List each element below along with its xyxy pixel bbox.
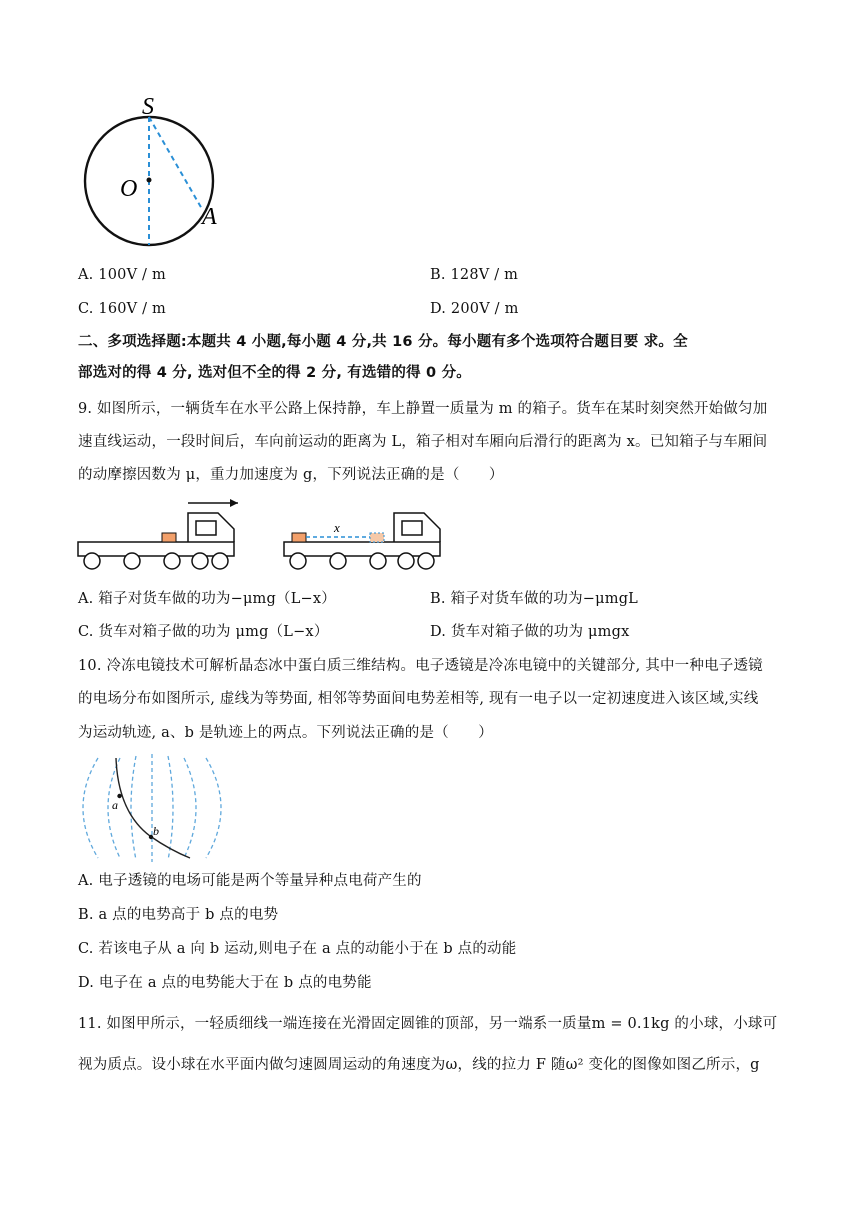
q10-option-d: D. 电子在 a 点的电势能大于在 b 点的电势能 xyxy=(78,975,372,991)
q10-option-a: A. 电子透镜的电场可能是两个等量异种点电荷产生的 xyxy=(78,873,422,889)
truck-right xyxy=(284,513,440,569)
q9-option-b: B. 箱子对货车做的功为−μmgL xyxy=(430,591,639,607)
q10-text-line3: 为运动轨迹, a、b 是轨迹上的两点。下列说法正确的是（ ） xyxy=(78,725,493,741)
truck-figure xyxy=(70,495,490,575)
label-s: S xyxy=(142,94,154,120)
truck-left xyxy=(78,499,238,569)
q8-option-d: D. 200V / m xyxy=(430,301,519,317)
q8-option-c: C. 160V / m xyxy=(78,301,166,317)
q9-text-line3: 的动摩擦因数为 μ，重力加速度为 g，下列说法正确的是（ ） xyxy=(78,467,504,483)
q10-text-line2: 的电场分布如图所示, 虚线为等势面, 相邻等势面间电势差相等, 现有一电子以一定初速度进入该区域,实线 xyxy=(78,691,759,707)
q10-option-c: C. 若该电子从 a 向 b 运动,则电子在 a 点的动能小于在 b 点的动能 xyxy=(78,941,517,957)
q8-option-b: B. 128V / m xyxy=(430,267,519,283)
q9-text-line1: 9. 如图所示，一辆货车在水平公路上保持静，车上静置一质量为 m 的箱子。货车在某时刻突然开始做匀加 xyxy=(78,401,768,417)
label-b-point: b xyxy=(153,824,159,838)
label-a-point: a xyxy=(112,798,118,812)
circle-figure xyxy=(78,92,228,252)
section2-heading-line1: 二、多项选择题:本题共 4 小题,每小题 4 分,共 16 分。每小题有多个选项符合题目要 求。全 xyxy=(78,334,688,350)
section2-heading-line2: 部选对的得 4 分, 选对但不全的得 2 分, 有选错的得 0 分。 xyxy=(78,365,471,381)
q8-option-a: A. 100V / m xyxy=(78,267,166,283)
q9-option-c: C. 货车对箱子做的功为 μmg（L−x） xyxy=(78,624,329,640)
label-a: A xyxy=(202,204,217,230)
q9-option-a: A. 箱子对货车做的功为−μmg（L−x） xyxy=(78,591,336,607)
label-x: x xyxy=(334,520,340,535)
q10-option-b: B. a 点的电势高于 b 点的电势 xyxy=(78,907,279,923)
q9-option-d: D. 货车对箱子做的功为 μmgx xyxy=(430,624,630,640)
q9-text-line2: 速直线运动，一段时间后，车向前运动的距离为 L，箱子相对车厢向后滑行的距离为 x。已知箱子与车厢间 xyxy=(78,434,768,450)
q11-text-line1: 11. 如图甲所示，一轻质细线一端连接在光滑固定圆锥的顶部，另一端系一质量m = 0.1kg 的小球，小球可 xyxy=(78,1016,778,1032)
electron-lens-figure xyxy=(74,752,234,864)
q11-text-line2: 视为质点。设小球在水平面内做匀速圆周运动的角速度为ω，线的拉力 F 随ω² 变化的图像如图乙所示，g xyxy=(78,1057,760,1073)
q10-text-line1: 10. 冷冻电镜技术可解析晶态冰中蛋白质三维结构。电子透镜是冷冻电镜中的关键部分, 其中一种电子透镜 xyxy=(78,658,763,674)
label-o: O xyxy=(120,176,138,202)
